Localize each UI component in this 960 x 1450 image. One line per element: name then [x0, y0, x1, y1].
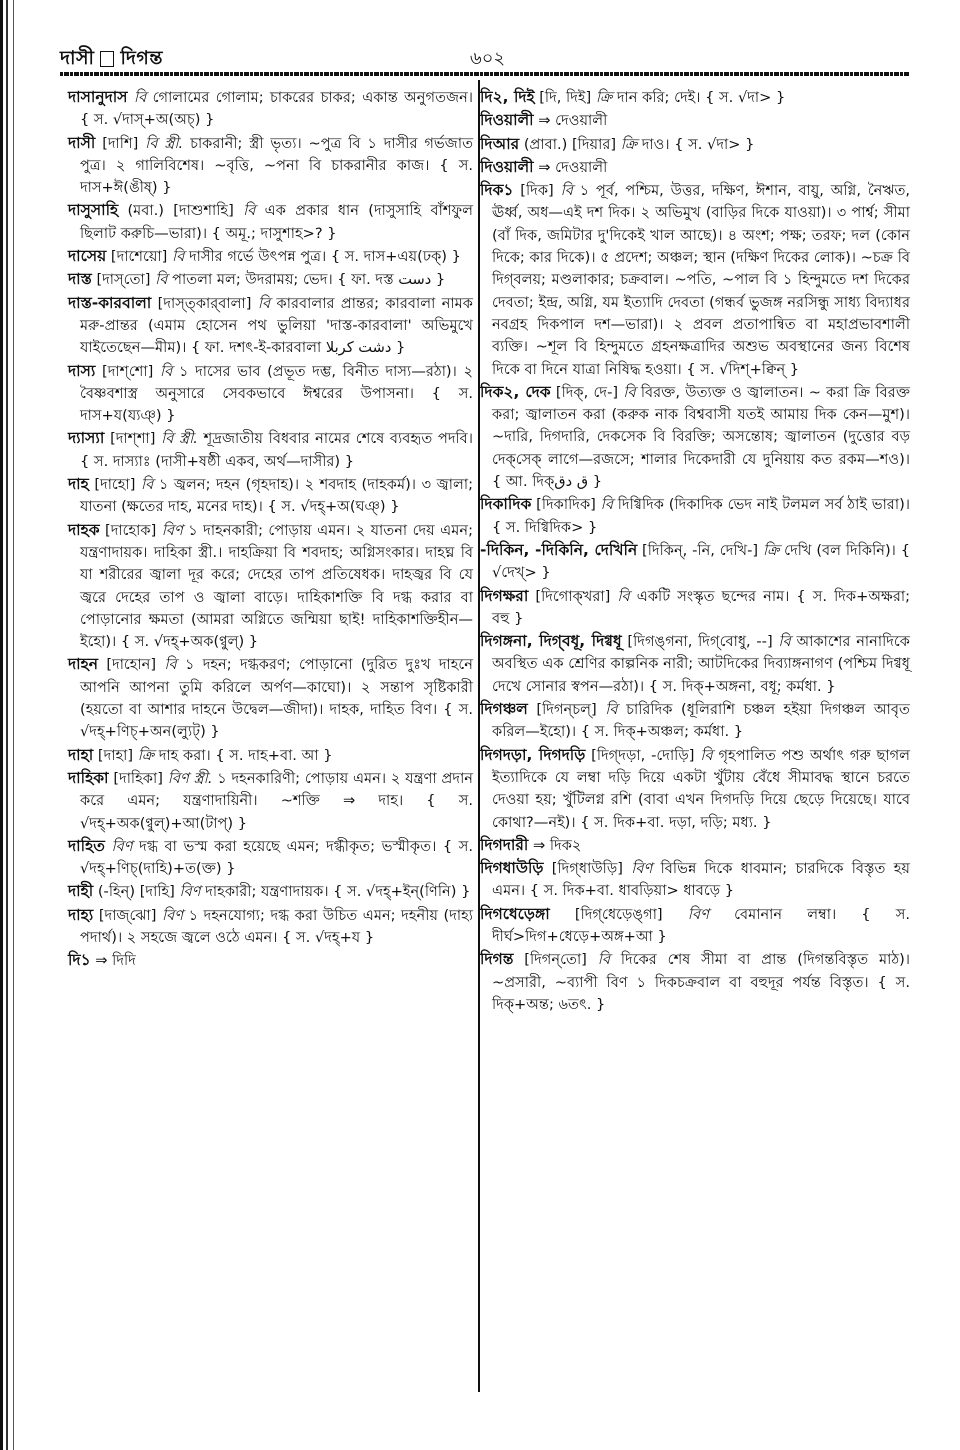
entry-part-of-speech: বি: [778, 633, 791, 651]
entry-headword: দাহক: [68, 520, 100, 539]
entry-headword: দাস্য: [68, 361, 96, 380]
entry-definition: ১ পূর্ব, পশ্চিম, উত্তর, দক্ষিণ, ঈশান, বায়ু, অগ্নি, নৈঋত, ঊর্ধ্ব, অধ—এই দশ দিক। ২ অভিমুখ (বাড়ির দিকে যাওয়া)। ৩ পার্শ্ব; সীমা (বাঁ দিক, জমিটার দু'দিকেই খাল আছে)। ৪ অংশ; পক্ষ; তরফ; দল (কোন দিকে; কার দিকে)। ৫ প্রদেশ; অঞ্চল; স্থান (দক্ষিণ দিকের লোক)। ~চক্র বি দিগ্‌বলয়; মণ্ডলাকার; চক্রবাল। ~পতি, ~পাল বি ১ হিন্দুমতে দশ দিকের দেবতা; ইন্দ্র, অগ্নি, যম ইত্যাদি দেবতা (গন্ধর্ব ভুজঙ্গ নরসিন্ধু সাধ্য বিদ্যাধর নবগ্রহ দিকপাল দশ—ভারা)। ২ প্রবল প্রতাপান্বিত বা মহাপ্রভাবশালী ব্যক্তি। ~শূল বি হিন্দুমতে গ্রহনক্ষত্রাদির অশুভ অবস্থানের জন্য বিশেষ দিকে বা দিনে যাত্রা নিষিদ্ধ হওয়া। { স. √দিশ্+ক্বিন্ }: [492, 182, 911, 378]
dictionary-entry: [480, 156, 910, 179]
left-column: [68, 86, 473, 973]
dictionary-entry: [68, 292, 473, 360]
entry-part-of-speech: বিণ: [161, 521, 183, 539]
entry-headword: দাহ্য: [68, 905, 94, 924]
entry-headword: দিগধাউড়ি: [480, 859, 544, 878]
entry-part-of-speech: বি: [140, 476, 154, 494]
entry-pronunciation: (মবা.) [দাশুশাহি]: [127, 202, 234, 220]
entry-headword: দাহী: [68, 882, 94, 901]
dictionary-entry: [480, 109, 910, 132]
entry-pronunciation: [দিগ্‌দড়া, -দোড়ি]: [591, 746, 695, 764]
entry-definition: দিকের শেষ সীমা বা প্রান্ত (দিগন্তবিস্তৃত মাঠ)। ~প্রসারী, ~ব্যাপী বিণ ১ দিকচক্রবাল বা বহুদূর পর্যন্ত বিস্তৃত। { স. দিক্+অন্ত; ৬তৎ. }: [492, 951, 911, 1013]
entry-part-of-speech: বি: [164, 656, 177, 674]
dictionary-entry: [480, 834, 910, 857]
entry-headword: দিওয়ালী: [480, 111, 534, 130]
entry-definition: ১ দাসের ভাব (প্রভূত দম্ভ, বিনীত দাস্য—রঠা)। ২ বৈষ্ণবশাস্ত্র অনুসারে সেবকভাবে ঈশ্বরের উপাসনা। { স. দাস+য(য্যঞ্) }: [80, 362, 473, 425]
entry-pronunciation: [দিগন্‌চল্]: [536, 701, 597, 719]
entry-part-of-speech: বি: [133, 89, 147, 106]
dictionary-entry: [68, 653, 473, 743]
page-binding-line: [6, 0, 8, 1450]
entry-definition: গৃহপালিত পশু অর্থাৎ গরু ছাগল ইত্যাদিকে যে লম্বা দড়ি দিয়ে একটা খুঁটায় বেঁধে সীমাবদ্ধ স্থানে চরতে দেওয়া হয়; খুঁটিলগ্ন রশি (বাবা এখন দিগদড়ি দিয়ে ছেড়ে দিয়েছে। যাবে কোথা?—নই)। { স. দিক+বা. দড়া, দড়ি; মধ্য. }: [492, 746, 911, 831]
entry-headword: দাসুসাহি: [68, 201, 119, 220]
entry-headword: দাহ: [68, 475, 89, 494]
entry-pronunciation: [দাহোক]: [105, 521, 157, 539]
entry-part-of-speech: বি: [623, 383, 636, 401]
entry-headword: দিগঞ্চল: [480, 700, 528, 719]
entry-definition: ১ দহন; দগ্ধকরণ; পোড়ানো (দুরিত দুঃখ দাহনে আপনি আপনা তুমি করিলে অর্পণ—কাঘো)। ২ সন্তাপ সৃষ্টিকারী (হয়তো বা আশার দাহনে উদ্বেল—জীদা)। দাহক, দাহিত বিণ। { স. √দহ্+ণিচ্+অন(ল্যুট্) }: [80, 656, 474, 741]
entry-pronunciation: [দিগ্‌ধেড়েঙ্‌গা]: [574, 905, 663, 923]
entry-pronunciation: [দিক]: [520, 182, 554, 200]
entry-pronunciation: [দাশ্‌শা]: [110, 430, 156, 448]
header-rule: [60, 72, 910, 76]
dictionary-entry: [68, 744, 473, 767]
entry-headword: দাসেয়: [68, 247, 107, 266]
entry-pronunciation: [দাহো]: [94, 476, 136, 494]
entry-part-of-speech: বিণ: [161, 906, 184, 924]
dictionary-entry: [68, 835, 473, 881]
entry-part-of-speech: বি: [597, 951, 611, 969]
entry-headword: দি১: [68, 951, 91, 970]
entry-definition: দাহকারী; যন্ত্রণাদায়ক। { স. √দহ্+ইন্(ণিনি) }: [205, 883, 471, 901]
dictionary-entry: [480, 903, 910, 949]
entry-headword: দি২, দিই: [480, 88, 535, 106]
entry-headword: দাহিকা: [68, 768, 109, 787]
entry-definition: ১ দহনযোগ্য; দগ্ধ করা উচিত এমন; দহনীয় (দাহ্য পদার্থ)। ২ সহজে জ্বলে ওঠে এমন। { স. √দহ্+য }: [80, 906, 474, 946]
entry-headword: দিগধেড়েঙ্গা: [480, 904, 550, 923]
entry-pronunciation: [দি, দিই]: [539, 89, 592, 106]
entry-headword: দ্যাস্যা: [68, 429, 105, 448]
dictionary-entry: [68, 473, 473, 519]
entry-part-of-speech: বিণ: [111, 837, 133, 855]
entry-pronunciation: [দাস্‌ত্‌কার্‌বালা]: [157, 294, 252, 312]
entry-headword: দিগঙ্গনা, দিগ্‌বধূ, দিগ্বধূ: [480, 632, 622, 651]
entry-headword: দিগন্ত: [480, 950, 514, 969]
entry-pronunciation: [দিগ্‌ধাউড়ি]: [551, 860, 623, 878]
dictionary-entry: [68, 427, 473, 473]
dictionary-entry: [68, 245, 473, 268]
entry-pronunciation: [দাশি]: [102, 134, 139, 152]
dictionary-entry: [480, 948, 910, 1016]
guide-word-first: দাসী: [60, 47, 95, 69]
dictionary-entry: [480, 585, 910, 631]
entry-part-of-speech: বি: [600, 496, 613, 514]
dictionary-entry: [480, 539, 910, 585]
entry-definition: ⇒ দেওয়ালী: [538, 112, 608, 130]
dictionary-entry: [68, 904, 473, 950]
entry-headword: দাসানুদাস: [68, 88, 128, 106]
entry-pronunciation: [দাশেয়ো]: [110, 248, 168, 266]
entry-part-of-speech: বি: [605, 701, 618, 719]
entry-headword: দাসী: [68, 133, 96, 152]
entry-definition: কারবালার প্রান্তর; কারবালা নামক মরু-প্রান্তর (এমাম হোসেন পথ ভুলিয়া 'দাস্ত-কারবালা' অভিমুখে যাইতেছেন—মীম)। { ফা. দশৎ-ই-কারবালা دشت کربلا }: [80, 294, 473, 357]
entry-pronunciation: [দিগোক্‌খরা]: [535, 587, 611, 605]
entry-part-of-speech: বিণ স্ত্রী.: [167, 769, 213, 787]
entry-pronunciation: [দিকিন্, -নি, দেখি-]: [642, 541, 759, 559]
dictionary-entry: [480, 857, 910, 903]
entry-pronunciation: [দাহা]: [97, 746, 134, 764]
entry-definition: শূদ্রজাতীয় বিধবার নামের শেষে ব্যবহৃত পদবি। { স. দাস্যাঃ (দাসী+ষষ্ঠী একব, অর্থ—দাসীর) }: [80, 430, 474, 470]
entry-definition: দাও। { স. √দা> }: [641, 135, 755, 153]
dictionary-entry: [480, 698, 910, 744]
dictionary-entry: [68, 880, 473, 903]
entry-part-of-speech: ক্রি: [137, 746, 155, 764]
entry-part-of-speech: বিণ: [179, 883, 201, 901]
entry-part-of-speech: বি: [700, 746, 713, 764]
entry-part-of-speech: বিণ: [687, 905, 709, 923]
entry-definition: দাহ করা। { স. দাহ+বা. আ }: [158, 746, 333, 764]
entry-headword: দাস্ত: [68, 270, 92, 289]
entry-definition: বিরক্ত, উত্যক্ত ও জ্বালাতন। ~ করা ক্রি বিরক্ত করা; জ্বালাতন করা (করুক নাক বিশ্ববাসী যতই আমায় দিক কেন—মুশ)। ~দারি, দিগদারি, দেকসেক বি বিরক্তি; অসন্তোষ; জ্বালাতন (দুত্তোর বড় দেক্‌সেক্ লাগে—রজসে; শালার দিকেদারী যে দুনিয়ায় কত রকম—শও)। { আ. দিক্ق دق }: [492, 383, 910, 491]
entry-definition: ⇒ দিদি: [95, 952, 136, 970]
entry-headword: দিক১: [480, 181, 514, 200]
page-number: ৬০২: [470, 48, 506, 69]
entry-pronunciation: [দিগন্‌তো]: [524, 951, 587, 969]
entry-headword: দাস্ত-কারবালা: [68, 293, 152, 312]
entry-headword: দিক২, দেক: [480, 382, 551, 401]
entry-part-of-speech: ক্রি: [762, 541, 780, 559]
entry-part-of-speech: বি: [155, 271, 168, 289]
entry-pronunciation: [দাস্‌তো]: [96, 271, 151, 289]
dictionary-entry: [480, 744, 910, 834]
entry-part-of-speech: বি স্ত্রী.: [161, 430, 198, 448]
entry-pronunciation: [দিগঙ্‌গনা, দিগ্‌বোধু, --]: [627, 633, 773, 651]
entry-definition: বেমানান লম্বা। { স. দীর্ঘ>দিগ+ধেড়ে+অঙ্গ+আ }: [492, 905, 911, 945]
entry-part-of-speech: বি: [617, 587, 630, 605]
dictionary-entry: [480, 381, 910, 493]
entry-definition: দগ্ধ বা ভস্ম করা হয়েছে এমন; দগ্ধীকৃত; ভস্মীকৃত। { স. √দহ্+ণিচ্(দাহি)+ত(ক্ত) }: [80, 837, 474, 878]
entry-part-of-speech: বি: [560, 182, 573, 200]
dictionary-entry: [480, 493, 910, 539]
entry-definition: এক প্রকার ধান (দাসুসাহি বাঁশফুল ছিলাট করুচি—ভারা)। { অমূ.; দাসুশাহ>? }: [80, 202, 474, 242]
entry-pronunciation: [দাহিকা]: [113, 769, 163, 787]
entry-headword: দিআর: [480, 134, 520, 153]
page-header: [60, 44, 915, 68]
dictionary-entry: [68, 268, 473, 291]
entry-part-of-speech: বি: [257, 294, 271, 312]
guide-separator-box: [100, 51, 114, 67]
entry-definition: ⇒ দিক২: [532, 836, 582, 854]
dictionary-entry: [68, 360, 473, 428]
entry-part-of-speech: ক্রি: [620, 135, 638, 153]
entry-headword: -দিকিন, -দিকিনি, দেখিনি: [480, 540, 638, 559]
dictionary-entry: [480, 179, 910, 381]
entry-definition: চারিদিক (ধূলিরাশি চঞ্চল হইয়া দিগঞ্চল আবৃত করিল—ইহো)। { স. দিক্+অঞ্চল; কর্মধা. }: [492, 701, 910, 741]
entry-headword: দিগক্ষরা: [480, 586, 529, 605]
entry-headword: দিওয়ালী: [480, 157, 534, 176]
entry-definition: দাসীর গর্ভে উৎপন্ন পুত্র। { স. দাস+এয়(ঢক্) }: [188, 248, 461, 266]
entry-part-of-speech: বি: [172, 248, 185, 266]
entry-pronunciation: [দিকাদিক]: [536, 496, 596, 514]
entry-headword: দিকাদিক: [480, 495, 532, 514]
entry-pronunciation: [দাজ্‌ঝো]: [98, 906, 157, 924]
right-column: [480, 86, 910, 1016]
entry-definition: আকাশের নানাদিকে অবস্থিত এক শ্রেণির কাল্পনিক নারী; আটদিকের দিব্যাঙ্গনাগণ (পশ্চিম দিগ্বধূ দেখে সোনার স্বপন—রঠা)। { স. দিক্+অঙ্গনা, বধূ; কর্মধা. }: [492, 633, 910, 695]
entry-definition: বিভিন্ন দিকে ধাবমান; চারদিকে বিস্তৃত হয় এমন। { স. দিক+বা. ধাবড়িয়া> ধাবড়ে }: [492, 860, 910, 900]
entry-definition: চাকরানী; স্ত্রী ভৃত্য। ~পুত্র বি ১ দাসীর গর্ভজাত পুত্র। ২ গালিবিশেষ। ~বৃত্তি, ~পনা বি চাকরানীর কাজ। { স. দাস+ঈ(ঙীষ্) }: [80, 134, 474, 197]
entry-definition: পাতলা মল; উদরাময়; ভেদ। { ফা. দস্ত دست }: [172, 271, 446, 289]
entry-headword: দাহা: [68, 745, 94, 764]
entry-definition: একটি সংস্কৃত ছন্দের নাম। { স. দিক+অক্ষরা; বহু }: [492, 587, 911, 627]
dictionary-entry: [68, 86, 473, 132]
dictionary-entry: [68, 767, 473, 835]
dictionary-entry: [68, 949, 473, 972]
entry-headword: দিগদড়া, দিগদড়ি: [480, 745, 586, 764]
entry-definition: ১ দহনকারিণী; পোড়ায় এমন। ২ যন্ত্রণা প্রদান করে এমন; যন্ত্রণাদায়িনী। ~শক্তি ⇒ দাহ। { স. √দহ্+অক(ণ্বুল্)+আ(টাপ্) }: [80, 769, 474, 832]
entry-headword: দাহন: [68, 655, 99, 674]
entry-headword: দাহিত: [68, 836, 105, 855]
entry-pronunciation: (-হিন্) [দাহি]: [97, 883, 175, 901]
dictionary-entry: [68, 199, 473, 245]
entry-part-of-speech: বি: [243, 202, 256, 220]
dictionary-entry: [480, 630, 910, 698]
entry-definition: গোলামের গোলাম; চাকরের চাকর; একান্ত অনুগতজন। { স. √দাস্+অ(অচ্) }: [80, 89, 474, 129]
entry-pronunciation: (প্রাবা.) [দিয়ার]: [523, 135, 617, 153]
entry-headword: দিগদারী: [480, 835, 529, 854]
entry-part-of-speech: বি: [160, 362, 173, 380]
entry-definition: দেখি (বল দিকিনি)। { √দেখ্> }: [492, 541, 911, 582]
entry-part-of-speech: বিণ: [631, 860, 653, 878]
entry-definition: ১ দাহনকারী; পোড়ায় এমন। ২ যাতনা দেয় এমন; যন্ত্রণাদায়ক। দাহিকা স্ত্রী.। দাহক্রিয়া বি শবদাহ; অগ্নিসংকার। দাহঘ্ন বি যা শরীরের জ্বালা দূর করে; দেহের তাপ প্রতিষেধক। দাহজ্বর বি যে জ্বরে দেহের তাপ ও জ্বালা বাড়ে। দাহিকাশক্তি বি দগ্ধ করার বা পোড়ানোর ক্ষমতা (আমরা অগ্নিতে জন্মিয়া ছাই! দাহিকাশক্তিহীন—ইহো)। { স. √দহ্+অক(ণ্বুল্) }: [80, 521, 474, 651]
dictionary-entry: [68, 519, 473, 654]
entry-definition: ১ জ্বলন; দহন (গৃহদাহ)। ২ শবদাহ (দাহকর্ম)। ৩ জ্বালা; যাতনা (ক্ষতের দাহ, মনের দাহ)। { স. √দহ্+অ(ঘঞ্) }: [80, 476, 473, 516]
entry-definition: দিগ্বিদিক (দিকাদিক ভেদ নাই টলমল সর্ব ঠাই ভারা)। { স. দিগ্বিদিক> }: [492, 496, 910, 536]
entry-definition: দান করি; দেই। { স. √দা> }: [616, 89, 786, 106]
entry-part-of-speech: ক্রি: [595, 89, 613, 106]
guide-word-last: দিগন্ত: [120, 47, 163, 69]
entry-pronunciation: [দাশ্‌শো]: [102, 362, 154, 380]
dictionary-entry: [480, 133, 910, 156]
entry-part-of-speech: বি স্ত্রী.: [145, 134, 184, 152]
entry-pronunciation: [দাহোন]: [106, 656, 157, 674]
entry-pronunciation: [দিক্, দে-]: [555, 383, 619, 401]
entry-definition: ⇒ দেওয়ালী: [538, 158, 608, 176]
dictionary-entry: [480, 86, 910, 109]
dictionary-entry: [68, 132, 473, 200]
